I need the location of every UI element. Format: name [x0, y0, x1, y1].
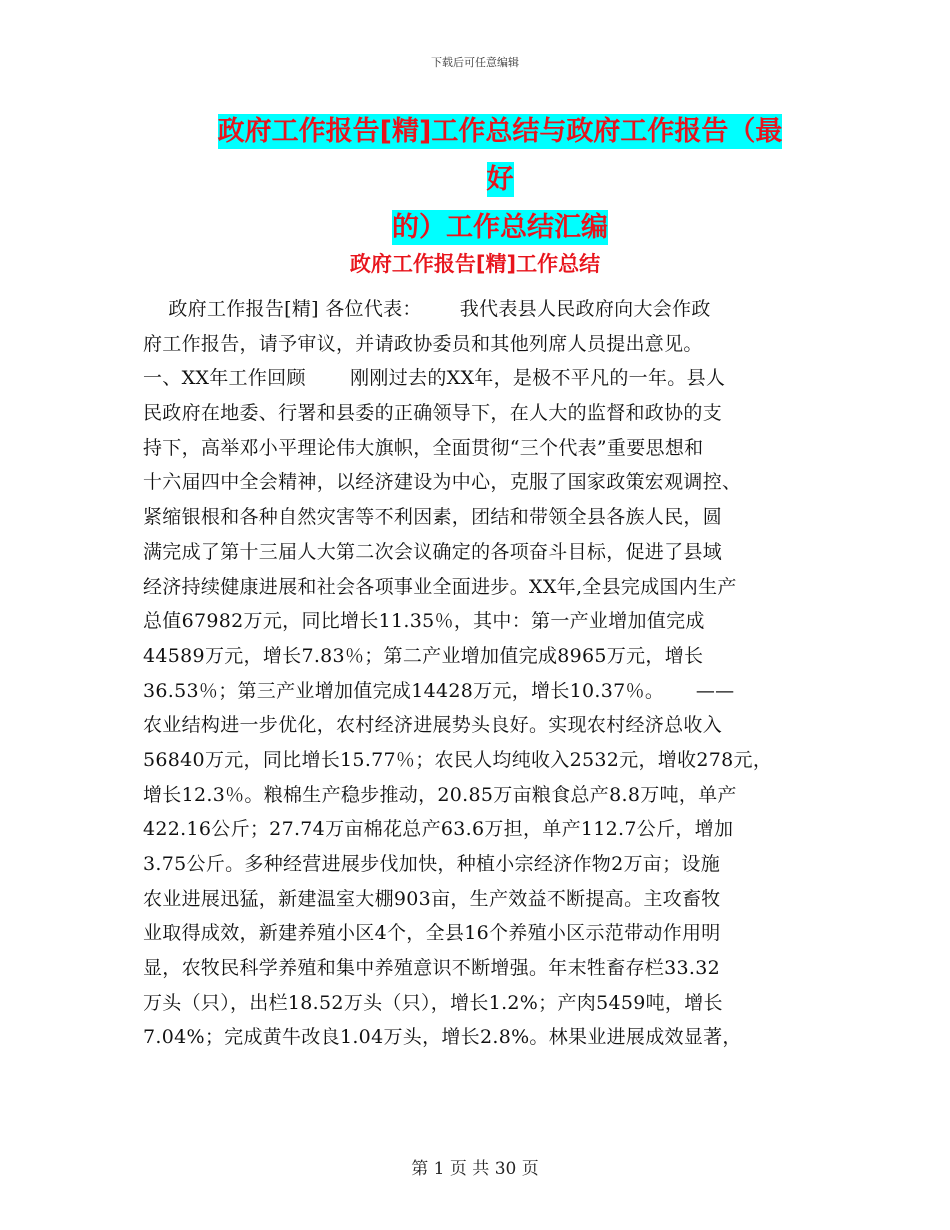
- body-line: 总值67982万元，同比增长11.35％，其中：第一产业增加值完成: [143, 610, 705, 633]
- body-line: 44589万元，增长7.83％；第二产业增加值完成8965万元，增长: [143, 644, 704, 667]
- body-line: 3.75公斤。多种经营进展步伐加快，种植小宗经济作物2万亩；设施: [143, 853, 720, 875]
- document-title: [205, 108, 795, 252]
- body-line: 紧缩银根和各种自然灾害等不利因素，团结和带领全县各族人民，圆: [143, 506, 723, 529]
- body-text: [143, 292, 833, 1055]
- body-line: 一、XX年工作回顾 刚刚过去的XX年，是极不平凡的一年。县人: [143, 367, 726, 390]
- body-line: 万头（只），出栏18.52万头（只），增长1.2%；产肉5459吨，增长: [143, 991, 723, 1014]
- document-title-line-2: 的）工作总结汇编: [392, 212, 608, 243]
- body-line: 农业结构进一步优化，农村经济进展势头良好。实现农村经济总收入: [143, 714, 723, 737]
- section-title: 政府工作报告[精]工作总结: [349, 252, 601, 276]
- body-line: 经济持续健康进展和社会各项事业全面进步。XX年,全县完成国内生产: [143, 575, 737, 598]
- page-footer: 第 1 页 共 30 页: [411, 1159, 539, 1179]
- body-line: 政府工作报告[精] 各位代表： 我代表县人民政府向大会作政: [143, 298, 711, 320]
- body-line: 民政府在地委、行署和县委的正确领导下，在人大的监督和政协的支: [143, 402, 723, 425]
- document-title-line-1: 政府工作报告[精]工作总结与政府工作报告（最好: [217, 116, 783, 195]
- body-line: 业取得成效，新建养殖小区4个，全县16个养殖小区示范带动作用明: [143, 922, 721, 945]
- header-note: 下载后可任意编辑: [431, 56, 519, 69]
- body-line: 满完成了第十三届人大第二次会议确定的各项奋斗目标，促进了县域: [143, 540, 723, 563]
- body-line: 农业进展迅猛，新建温室大棚903亩，生产效益不断提高。主攻畜牧: [143, 887, 721, 910]
- body-line: 显，农牧民科学养殖和集中养殖意识不断增强。年末牲畜存栏33.32: [143, 957, 720, 980]
- body-line: 府工作报告，请予审议，并请政协委员和其他列席人员提出意见。: [143, 332, 703, 355]
- body-line: 422.16公斤；27.74万亩棉花总产63.6万担，单产112.7公斤，增加: [143, 818, 734, 841]
- body-line: 36.53％；第三产业增加值完成14428万元，增长10.37％。 ——: [143, 679, 735, 702]
- body-line: 增长12.3％。粮棉生产稳步推动，20.85万亩粮食总产8.8万吨，单产: [143, 783, 737, 806]
- body-line: 56840万元，同比增长15.77％；农民人均纯收入2532元，增收278元，: [143, 748, 773, 771]
- body-line: 7.04%；完成黄牛改良1.04万头，增长2.8%。林果业进展成效显著，: [143, 1026, 742, 1049]
- body-line: 十六届四中全会精神，以经济建设为中心，克服了国家政策宏观调控、: [143, 471, 742, 494]
- body-line: 持下，高举邓小平理论伟大旗帜，全面贯彻“三个代表”重要思想和: [143, 436, 704, 459]
